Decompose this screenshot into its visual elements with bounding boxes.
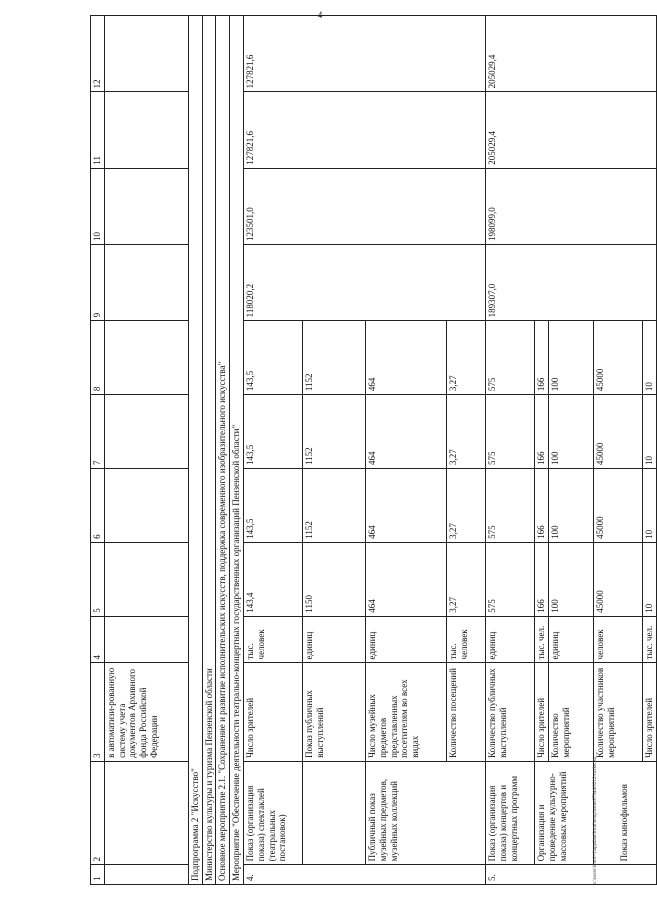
- indicator-name: Число музейных предметов представленных посетителям во всех видах: [365, 663, 446, 761]
- event-title: Мероприятие "Обеспечение деятельности театрально-концертных государственных организаций Пензенской области": [230, 16, 244, 885]
- indicator-value: 45000: [593, 469, 642, 543]
- col-header-9: 9: [91, 245, 105, 321]
- indicator-value: 1150: [302, 542, 365, 616]
- indicator-value: 3,27: [446, 321, 485, 395]
- funding-value: 189307,0: [485, 245, 656, 321]
- indicator-value: 464: [365, 469, 446, 543]
- main-event-title: Основное мероприятие 2.1. "Сохранение и развитие исполнительских искусств, поддержка современного изобразительного искусства": [216, 16, 230, 885]
- indicator-unit: тыс. чел.: [534, 616, 548, 663]
- indicator-value: 3,27: [446, 395, 485, 469]
- indicator-value: 1152: [302, 469, 365, 543]
- indicator-value: 45000: [593, 542, 642, 616]
- table-row: [485, 16, 534, 885]
- indicator-name: Количество публичных выступлений: [485, 663, 534, 761]
- indicator-name: Количество посещений: [446, 663, 485, 761]
- indicator-unit: тыс. человек: [243, 616, 302, 663]
- funding-value: 127821,6: [243, 92, 485, 168]
- col-header-1: 1: [91, 865, 105, 885]
- indicator-unit: единиц: [365, 616, 446, 663]
- indicator-unit: единиц: [548, 616, 593, 663]
- indicator-value: 100: [548, 469, 593, 543]
- indicator-value: 575: [485, 321, 534, 395]
- indicator-value: 464: [365, 542, 446, 616]
- indicator-name: Число зрителей: [243, 663, 302, 761]
- column-number-row: [91, 16, 105, 885]
- subprogram-title-row: [188, 16, 202, 885]
- indicator-unit: тыс. человек: [446, 616, 485, 663]
- indicator-value: 166: [534, 395, 548, 469]
- ministry-row: [202, 16, 216, 885]
- col-header-12: 12: [91, 16, 105, 92]
- col-header-7: 7: [91, 395, 105, 469]
- item-number: 4.: [243, 865, 485, 885]
- funding-value: 205029,4: [485, 92, 656, 168]
- program-indicators-table: [90, 15, 657, 885]
- col-header-5: 5: [91, 542, 105, 616]
- indicator-value: 10: [642, 321, 656, 395]
- col-header-6: 6: [91, 469, 105, 543]
- indicator-value: 10: [642, 469, 656, 543]
- col-header-10: 10: [91, 168, 105, 244]
- indicator-value: 575: [485, 469, 534, 543]
- indicator-value: 45000: [593, 321, 642, 395]
- indicator-value: 166: [534, 321, 548, 395]
- indicator-value: 575: [485, 395, 534, 469]
- indicator-name: Число зрителей: [534, 663, 548, 761]
- col-header-2: 2: [91, 761, 105, 864]
- funding-value: 118020,2: [243, 245, 485, 321]
- indicator-value: 464: [365, 395, 446, 469]
- indicator-value: 100: [548, 542, 593, 616]
- funding-value: 198099,0: [485, 168, 656, 244]
- page-number: 4: [317, 10, 323, 20]
- indicator-value: 3,27: [446, 542, 485, 616]
- continued-row: [104, 16, 188, 885]
- col-header-8: 8: [91, 321, 105, 395]
- file-path-footer: c:\users\borol~1\appdata\local\temp\asnet87944\0212-m.doc.sa: [593, 757, 598, 884]
- indicator-name: Показ публичных выступлений: [302, 663, 365, 761]
- col-header-4: 4: [91, 616, 105, 663]
- indicator-unit: человек: [593, 616, 642, 663]
- indicator-value: 143,5: [243, 469, 302, 543]
- funding-value: 205029,4: [485, 16, 656, 92]
- event-row: [230, 16, 244, 885]
- indicator-value: 1152: [302, 395, 365, 469]
- indicator-value: 166: [534, 542, 548, 616]
- continued-text: в автоматизи-рованную систему учета документов Архивного фонда Российской Федерации: [104, 663, 188, 761]
- indicator-value: 3,27: [446, 469, 485, 543]
- indicator-value: 10: [642, 542, 656, 616]
- subprogram-title: Подпрограмма 2 "Искусство": [188, 16, 202, 885]
- main-event-row: [216, 16, 230, 885]
- indicator-unit: единиц: [302, 616, 365, 663]
- ministry-title: Министерство культуры и туризма Пензенской области: [202, 16, 216, 885]
- indicator-value: 10: [642, 395, 656, 469]
- indicator-value: 45000: [593, 395, 642, 469]
- funding-value: 127821,6: [243, 16, 485, 92]
- indicator-value: 143,5: [243, 395, 302, 469]
- indicator-value: 143,5: [243, 321, 302, 395]
- indicator-name: Количество участников мероприятий: [593, 663, 642, 761]
- col-header-11: 11: [91, 92, 105, 168]
- indicator-value: 166: [534, 469, 548, 543]
- col-header-3: 3: [91, 663, 105, 761]
- service-name: Показ (организация показа) спектаклей (театральных постановок): [243, 761, 302, 864]
- funding-value: 123501,0: [243, 168, 485, 244]
- service-name: Организация и проведение культурно-массовых мероприятий: [534, 761, 593, 864]
- item-number: 5.: [485, 865, 656, 885]
- indicator-value: 100: [548, 395, 593, 469]
- indicator-value: 143,4: [243, 542, 302, 616]
- indicator-value: 1152: [302, 321, 365, 395]
- service-name: Публичный показ музейных предметов, музейных коллекций: [365, 761, 485, 864]
- indicator-value: 464: [365, 321, 446, 395]
- table-row: [243, 16, 302, 885]
- indicator-name: Количество мероприятий: [548, 663, 593, 761]
- indicator-value: 575: [485, 542, 534, 616]
- indicator-unit: единиц: [485, 616, 534, 663]
- service-name: Показ кинофильмов: [593, 761, 656, 864]
- indicator-unit: тыс. чел.: [642, 616, 656, 663]
- service-name: Показ (организация показа) концертов и концертных программ: [485, 761, 534, 864]
- indicator-value: 100: [548, 321, 593, 395]
- indicator-name: Число зрителей: [642, 663, 656, 761]
